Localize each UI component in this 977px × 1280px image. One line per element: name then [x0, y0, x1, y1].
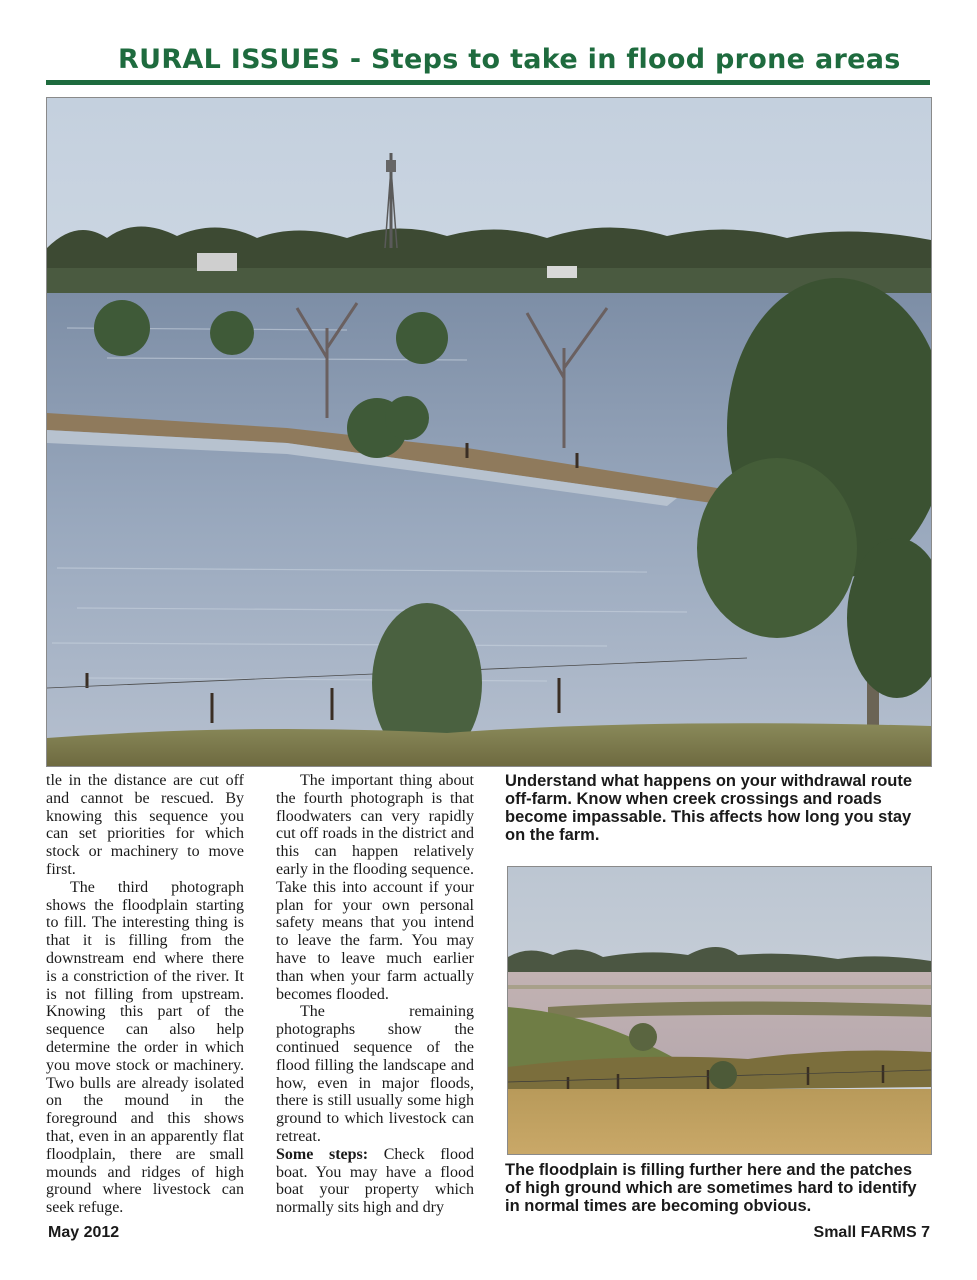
- footer-date: May 2012: [48, 1224, 120, 1241]
- flood-photo-secondary: [507, 866, 932, 1155]
- paragraph: The third photograph shows the floodplain starting to fill. The interesting thing is that it is filling from the downstream end where there is a constriction of the river. It is not filling from upstream. Knowing this part of the sequence can also help determine the order in which you move stock or machinery. Two bulls are already isolated on the mound in the foreground and this shows that, even in an apparently flat floodplain, there are small mounds and ridges of high ground where livestock can seek refuge.: [46, 878, 244, 1217]
- photo-caption-bottom: The floodplain is filling further here and the patches of high ground which are sometimes hard to identify in normal times are becoming obvious.: [505, 1161, 917, 1215]
- paragraph: [276, 1146, 474, 1217]
- paragraph: The important thing about the fourth photograph is that floodwaters can very rapidly cut off roads in the district and this can happen relatively early in the flooding sequence. Take this into account if your plan for your own personal safety means that you intend to leave the farm. You may have to leave much earlier than when your farm actually becomes flooded.: [276, 772, 474, 1003]
- text-column-middle: [276, 772, 474, 1217]
- flood-photo-main: [46, 97, 932, 767]
- steps-text: Check flood boat. You may have a flood boat your property which normally sits high and dry: [276, 1145, 474, 1217]
- steps-label: Some steps:: [276, 1145, 369, 1163]
- header-rule: [46, 80, 930, 85]
- page-title: RURAL ISSUES - Steps to take in flood prone areas: [118, 44, 901, 75]
- paragraph: The remaining photographs show the continued sequence of the flood filling the landscape and how, even in major floods, there is still usually some high ground to which livestock can retreat.: [276, 1003, 474, 1145]
- footer-page-number: Small FARMS 7: [813, 1224, 930, 1241]
- photo-caption-top: Understand what happens on your withdrawal route off-farm. Know when creek crossings and roads become impassable. This affects how long you stay on the farm.: [505, 772, 913, 844]
- paragraph: tle in the distance are cut off and cannot be rescued. By knowing this sequence you can set priorities for which stock or machinery to move first.: [46, 772, 244, 878]
- text-column-left: [46, 772, 244, 1217]
